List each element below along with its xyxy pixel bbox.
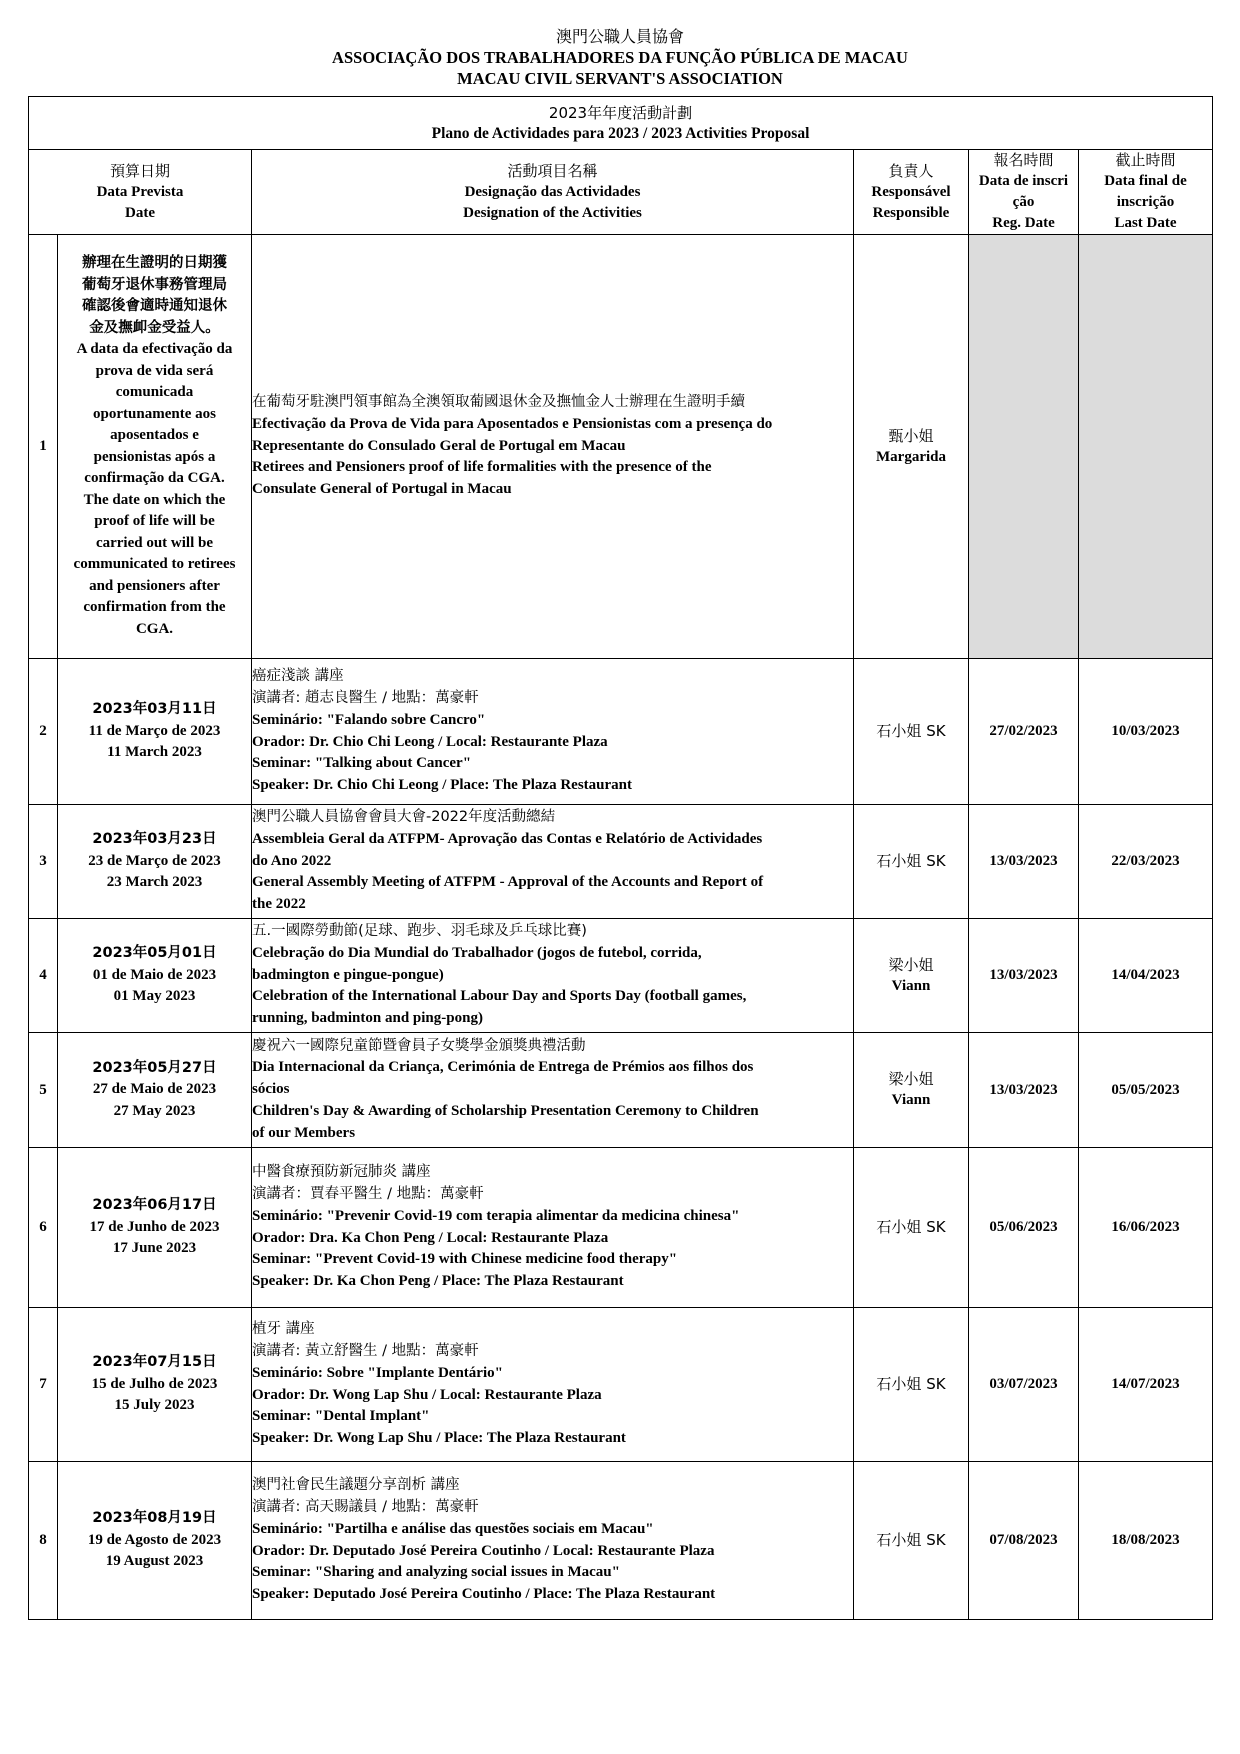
row-reg-date: 13/03/2023	[969, 919, 1079, 1033]
activity-line: Speaker: Deputado José Pereira Coutinho / Place: The Plaza Restaurant	[252, 1586, 716, 1603]
date-pt: 27 de Maio de 2023	[92, 1081, 217, 1098]
activity-line: Seminar: "Talking about Cancer"	[252, 755, 472, 772]
date-line: 葡萄牙退休事務管理局	[82, 276, 227, 293]
table-title-zh: 2023年年度活動計劃	[548, 103, 693, 122]
row-activity	[252, 1308, 854, 1462]
activity-line: Efectivação da Prova de Vida para Aposentados e Pensionistas com a presença do	[252, 415, 773, 432]
activity-line: 演講者：賈春平醫生 / 地點：萬豪軒	[252, 1185, 484, 1202]
header-date-zh: 預算日期	[109, 161, 170, 180]
row-date	[58, 1462, 252, 1620]
date-line: 確認後會適時通知退休	[82, 298, 227, 314]
table-row	[29, 805, 1213, 919]
activity-line: Children's Day & Awarding of Scholarship Presentation Ceremony to Children	[252, 1102, 759, 1119]
date-en: 27 May 2023	[113, 1102, 196, 1119]
responsible: 石小姐 SK	[876, 1375, 946, 1393]
row-activity	[252, 1148, 854, 1308]
date-en: 11 March 2023	[107, 744, 202, 761]
org-name-en: MACAU CIVIL SERVANT'S ASSOCIATION	[457, 69, 783, 88]
activity-line: Seminar: "Sharing and analyzing social issues in Macau"	[252, 1564, 620, 1581]
table-title-pt-en: Plano de Actividades para 2023 / 2023 Activities Proposal	[431, 124, 810, 142]
activity-line: Orador: Dr. Chio Chi Leong / Local: Restaurante Plaza	[252, 733, 608, 750]
header-last-date	[1079, 150, 1213, 235]
activity-line: Orador: Dra. Ka Chon Peng / Local: Restaurante Plaza	[252, 1229, 609, 1246]
row-responsible	[854, 1033, 969, 1148]
row-last-date: 18/08/2023	[1079, 1462, 1213, 1620]
activity-line: Seminar: "Prevent Covid-19 with Chinese medicine food therapy"	[252, 1251, 678, 1268]
header-reg-date-zh: 報名時間	[993, 151, 1054, 169]
activity-line: badmington e pingue-pongue)	[252, 966, 444, 983]
date-zh: 2023年05月27日	[92, 1059, 217, 1076]
activity-line: 演講者: 黃立舒醫生 / 地點：萬豪軒	[252, 1342, 479, 1359]
org-name-pt: ASSOCIAÇÃO DOS TRABALHADORES DA FUNÇÃO PÚBLICA DE MACAU	[332, 48, 908, 67]
table-row	[29, 1148, 1213, 1308]
row-activity	[252, 919, 854, 1033]
activity-line: the 2022	[252, 896, 306, 913]
date-zh: 2023年05月01日	[92, 945, 217, 962]
activity-line: Seminar: "Dental Implant"	[252, 1408, 430, 1425]
table-row	[29, 235, 1213, 659]
header-reg-date-pt1: Data de inscri	[978, 173, 1069, 189]
date-zh: 2023年03月11日	[92, 701, 217, 718]
header-activity-zh: 活動項目名稱	[507, 161, 598, 180]
activity-line: 中醫食療預防新冠肺炎 講座	[252, 1164, 431, 1181]
activity-line: 澳門公職人員協會會員大會-2022年度活動總結	[252, 809, 556, 825]
responsible-zh: 梁小姐	[888, 955, 934, 974]
row-number: 6	[29, 1148, 58, 1308]
header-responsible-en: Responsible	[872, 204, 950, 221]
header-activity-en: Designation of the Activities	[463, 204, 642, 221]
header-reg-date	[969, 150, 1079, 235]
row-activity	[252, 1462, 854, 1620]
responsible-name: Viann	[891, 1092, 931, 1108]
row-reg-date: 13/03/2023	[969, 1033, 1079, 1148]
row-responsible	[854, 919, 969, 1033]
row-responsible	[854, 235, 969, 659]
header-date	[29, 150, 252, 235]
responsible-zh: 梁小姐	[888, 1070, 934, 1088]
activity-line: Orador: Dr. Deputado José Pereira Coutinho / Local: Restaurante Plaza	[252, 1542, 715, 1559]
table-row	[29, 1308, 1213, 1462]
header-last-date-pt2: inscrição	[1116, 194, 1175, 210]
row-date	[58, 1148, 252, 1308]
activity-line: 慶祝六一國際兒童節暨會員子女獎學金頒獎典禮活動	[252, 1037, 586, 1054]
row-reg-date: 27/02/2023	[969, 659, 1079, 805]
date-zh: 2023年08月19日	[92, 1510, 217, 1527]
table-title	[29, 97, 1213, 150]
date-en: 01 May 2023	[113, 988, 196, 1005]
activity-line: Celebração do Dia Mundial do Trabalhador (jogos de futebol, corrida,	[252, 944, 702, 961]
date-pt: 01 de Maio de 2023	[92, 966, 217, 983]
activity-line: sócios	[252, 1081, 290, 1098]
activities-table	[28, 96, 1213, 1620]
row-number: 2	[29, 659, 58, 805]
header-responsible	[854, 150, 969, 235]
row-last-date: 22/03/2023	[1079, 805, 1213, 919]
date-pt: 17 de Junho de 2023	[89, 1218, 220, 1235]
header-reg-date-en: Reg. Date	[992, 215, 1055, 231]
activity-line: Celebration of the International Labour Day and Sports Day (football games,	[252, 988, 747, 1005]
table-title-row	[29, 97, 1213, 150]
date-line: A data da efectivação da	[76, 341, 233, 357]
date-line: pensionistas após a	[93, 448, 216, 465]
row-last-date: 10/03/2023	[1079, 659, 1213, 805]
row-responsible	[854, 1308, 969, 1462]
date-line: CGA.	[135, 620, 174, 637]
table-row	[29, 659, 1213, 805]
row-number: 5	[29, 1033, 58, 1148]
activity-line: do Ano 2022	[252, 852, 332, 869]
row-responsible	[854, 659, 969, 805]
date-pt: 19 de Agosto de 2023	[87, 1531, 222, 1548]
row-date	[58, 235, 252, 659]
column-header-row	[29, 150, 1213, 235]
date-pt: 15 de Julho de 2023	[91, 1375, 218, 1392]
date-line: proof of life will be	[94, 513, 215, 529]
responsible-zh: 甄小姐	[888, 426, 934, 445]
row-reg-date: 03/07/2023	[969, 1308, 1079, 1462]
date-en: 23 March 2023	[106, 874, 203, 891]
activity-line: Seminário: "Partilha e análise das questões sociais em Macau"	[252, 1520, 654, 1537]
date-zh: 2023年03月23日	[92, 831, 217, 848]
activity-line: Speaker: Dr. Chio Chi Leong / Place: The Plaza Restaurant	[252, 777, 632, 794]
row-responsible	[854, 1148, 969, 1308]
header-date-pt: Data Prevista	[96, 183, 184, 200]
row-number: 7	[29, 1308, 58, 1462]
activity-line: Orador: Dr. Wong Lap Shu / Local: Restaurante Plaza	[252, 1386, 602, 1403]
header-reg-date-pt2: ção	[1012, 194, 1035, 210]
row-activity	[252, 1033, 854, 1148]
table-row	[29, 919, 1213, 1033]
row-number: 3	[29, 805, 58, 919]
header-last-date-zh: 截止時間	[1115, 151, 1176, 169]
date-zh: 2023年06月17日	[92, 1197, 217, 1214]
date-line: 金及撫卹金受益人。	[89, 319, 220, 336]
date-line: and pensioners after	[89, 577, 220, 594]
header-last-date-en: Last Date	[1114, 215, 1177, 231]
row-date	[58, 659, 252, 805]
document-header	[0, 26, 1240, 89]
row-last-date: 14/07/2023	[1079, 1308, 1213, 1462]
row-date	[58, 919, 252, 1033]
responsible: 石小姐 SK	[876, 852, 946, 870]
activity-line: Speaker: Dr. Wong Lap Shu / Place: The Plaza Restaurant	[252, 1430, 626, 1447]
row-date	[58, 1308, 252, 1462]
row-activity	[252, 235, 854, 659]
activity-line: 五.一國際勞動節(足球、跑步、羽毛球及乒乓球比賽)	[252, 923, 587, 939]
date-line: confirmation from the	[83, 599, 226, 615]
row-last-date: 05/05/2023	[1079, 1033, 1213, 1148]
row-last-date	[1079, 235, 1213, 659]
activity-line: 植牙 講座	[252, 1321, 315, 1338]
activity-line: Seminário: Sobre "Implante Dentário"	[252, 1364, 503, 1381]
activity-line: Seminário: "Falando sobre Cancro"	[252, 711, 486, 728]
row-date	[58, 805, 252, 919]
header-activity	[252, 150, 854, 235]
activity-line: General Assembly Meeting of ATFPM - Approval of the Accounts and Report of	[252, 874, 764, 891]
row-number: 8	[29, 1462, 58, 1620]
date-line: 辦理在生證明的日期獲	[82, 255, 227, 271]
row-responsible	[854, 1462, 969, 1620]
activity-line: running, badminton and ping-pong)	[252, 1010, 483, 1027]
header-last-date-pt1: Data final de	[1104, 173, 1187, 189]
activity-line: Representante do Consulado Geral de Portugal em Macau	[252, 437, 626, 454]
date-line: prova de vida será	[95, 362, 214, 379]
date-en: 17 June 2023	[112, 1240, 197, 1257]
activity-line: Speaker: Dr. Ka Chon Peng / Place: The Plaza Restaurant	[252, 1273, 624, 1290]
date-line: comunicada	[115, 384, 194, 400]
activity-line: 癌症淺談 講座	[252, 668, 344, 685]
activity-line: Consulate General of Portugal in Macau	[252, 481, 512, 498]
activity-line: 演講者: 趙志良醫生 / 地點：萬豪軒	[252, 689, 479, 706]
responsible: 石小姐 SK	[876, 1531, 946, 1549]
responsible-name: Margarida	[876, 448, 946, 465]
row-last-date: 14/04/2023	[1079, 919, 1213, 1033]
activity-line: 在葡萄牙駐澳門領事館為全澳領取葡國退休金及撫恤金人士辦理在生證明手續	[252, 394, 745, 410]
row-activity	[252, 805, 854, 919]
row-number: 1	[29, 235, 58, 659]
table-row	[29, 1033, 1213, 1148]
date-zh: 2023年07月15日	[92, 1354, 217, 1371]
header-responsible-pt: Responsável	[871, 183, 951, 200]
date-line: confirmação da CGA.	[84, 470, 225, 486]
date-en: 19 August 2023	[105, 1553, 204, 1570]
header-responsible-zh: 負責人	[888, 161, 934, 180]
row-date	[58, 1033, 252, 1148]
responsible: 石小姐 SK	[876, 722, 946, 740]
row-reg-date	[969, 235, 1079, 659]
date-line: communicated to retirees	[73, 556, 236, 572]
activity-line: Assembleia Geral da ATFPM- Aprovação das Contas e Relatório de Actividades	[252, 830, 763, 847]
header-activity-pt: Designação das Actividades	[464, 183, 641, 200]
row-reg-date: 13/03/2023	[969, 805, 1079, 919]
row-last-date: 16/06/2023	[1079, 1148, 1213, 1308]
activity-line: Seminário: "Prevenir Covid-19 com terapia alimentar da medicina chinesa"	[252, 1207, 740, 1224]
activity-line: 演講者: 高天賜議員 / 地點：萬豪軒	[252, 1498, 479, 1515]
responsible-name: Viann	[891, 977, 931, 994]
date-pt: 11 de Março de 2023	[88, 722, 221, 739]
row-responsible	[854, 805, 969, 919]
row-activity	[252, 659, 854, 805]
date-line: oportunamente aos	[93, 405, 216, 422]
responsible: 石小姐 SK	[876, 1218, 946, 1236]
date-line: carried out will be	[95, 534, 214, 551]
activity-line: 澳門社會民生議題分享剖析 講座	[252, 1477, 460, 1494]
row-reg-date: 05/06/2023	[969, 1148, 1079, 1308]
row-number: 4	[29, 919, 58, 1033]
date-line: aposentados e	[110, 427, 199, 443]
table-row	[29, 1462, 1213, 1620]
header-date-en: Date	[125, 204, 155, 221]
org-name-zh: 澳門公職人員協會	[555, 27, 684, 46]
activity-line: of our Members	[252, 1124, 356, 1141]
date-en: 15 July 2023	[114, 1397, 195, 1414]
date-pt: 23 de Março de 2023	[88, 852, 221, 869]
date-line: The date on which the	[83, 491, 226, 508]
row-reg-date: 07/08/2023	[969, 1462, 1079, 1620]
activity-line: Retirees and Pensioners proof of life formalities with the presence of the	[252, 459, 712, 476]
activity-line: Dia Internacional da Criança, Cerimónia de Entrega de Prémios aos filhos dos	[252, 1059, 754, 1076]
